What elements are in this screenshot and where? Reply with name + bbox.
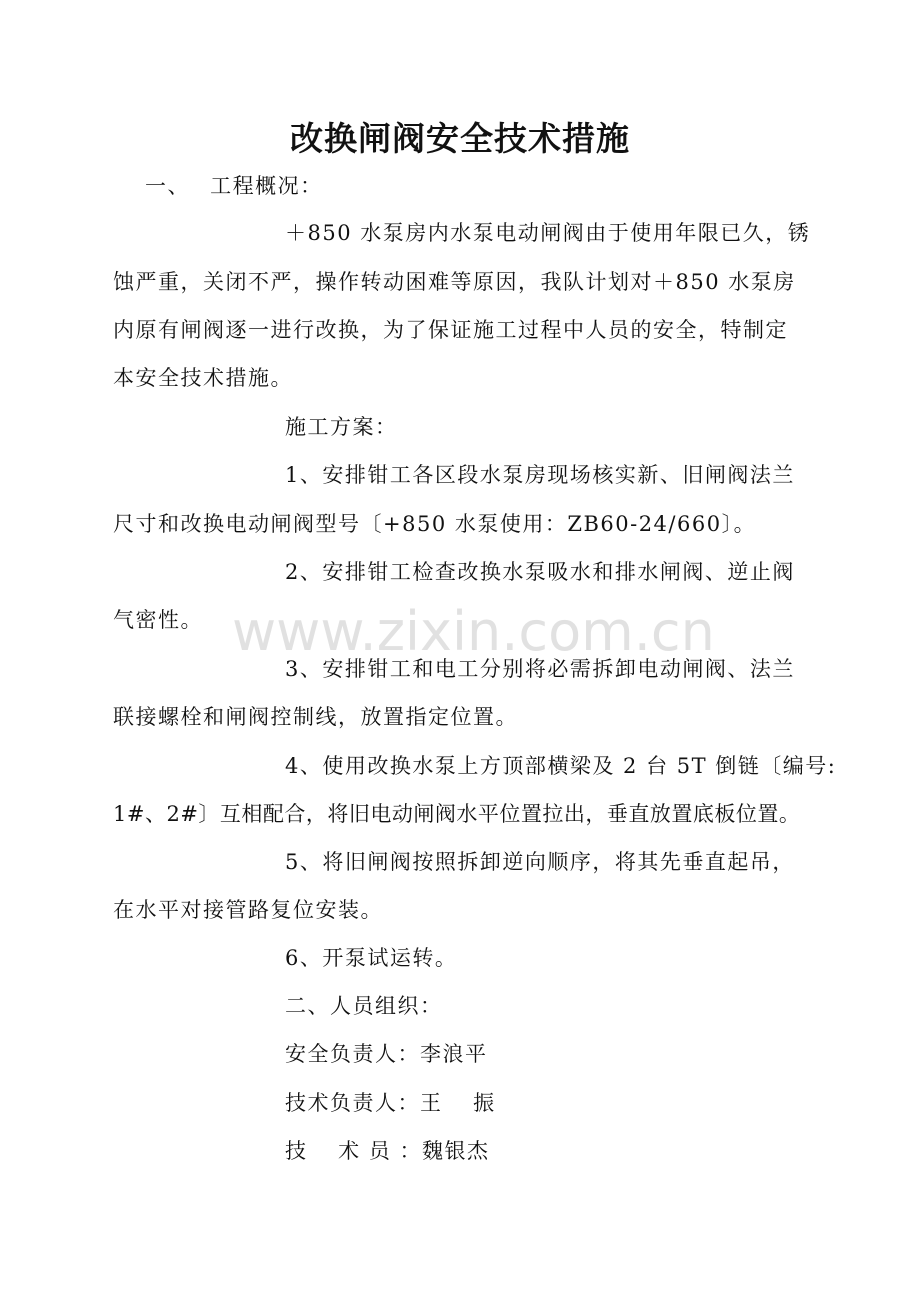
document-title: 改换闸阀安全技术措施 (290, 119, 630, 158)
step3-line-2: 联接螺栓和闸阀控制线，放置指定位置。 (113, 705, 518, 729)
step3-line-1: 3、安排钳工和电工分别将必需拆卸电动闸阀、法兰 (285, 657, 795, 681)
staff-tech-lead: 技术负责人：王 振 (285, 1091, 496, 1115)
section1-heading: 一、 工程概况： (145, 174, 323, 198)
step2-line-1: 2、安排钳工检查改换水泵吸水和排水闸阀、逆止阀 (285, 560, 795, 584)
step4-line-1: 4、使用改换水泵上方顶部横梁及 2 台 5T 倒链〔编号: (285, 754, 837, 778)
staff-technician: 技 术 员 ：魏银杰 (285, 1139, 490, 1163)
overview-line-3: 内原有闸阀逐一进行改换，为了保证施工过程中人员的安全，特制定 (113, 318, 788, 342)
step6-line: 6、开泵试运转。 (285, 946, 458, 970)
step5-line-2: 在水平对接管路复位安装。 (113, 898, 383, 922)
staff-safety-lead: 安全负责人：李浪平 (285, 1042, 488, 1066)
overview-line-2: 蚀严重，关闭不严，操作转动困难等原因，我队计划对＋850 水泵房 (113, 270, 796, 294)
watermark: www.zixin.com.cn (232, 600, 715, 663)
step1-line-2: 尺寸和改换电动闸阀型号〔+850 水泵使用：ZB60-24/660〕。 (113, 512, 757, 536)
plan-heading: 施工方案： (285, 415, 398, 439)
overview-line-1: ＋850 水泵房内水泵电动闸阀由于使用年限已久，锈 (285, 221, 811, 245)
step4-line-2: 1#、2#〕互相配合，将旧电动闸阀水平位置拉出，垂直放置底板位置。 (113, 802, 801, 826)
step1-line-1: 1、安排钳工各区段水泵房现场核实新、旧闸阀法兰 (285, 463, 795, 487)
step2-line-2: 气密性。 (113, 608, 203, 632)
section2-heading: 二、人员组织： (285, 994, 443, 1018)
step5-line-1: 5、将旧闸阀按照拆卸逆向顺序，将其先垂直起吊， (285, 850, 795, 874)
overview-line-4: 本安全技术措施。 (113, 366, 293, 390)
